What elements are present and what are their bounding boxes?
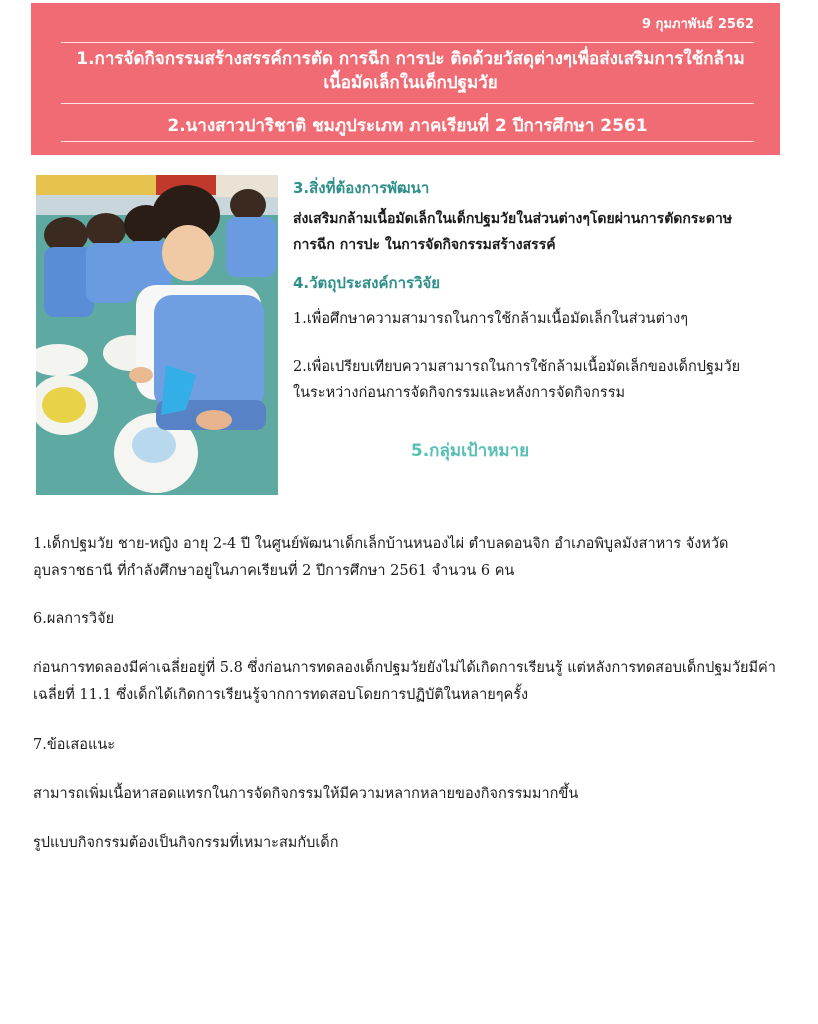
section-3-heading: 3.สิ่งที่ต้องการพัฒนา bbox=[293, 179, 430, 197]
date-label: 9 กุมภาพันธ์ 2562 bbox=[642, 17, 754, 32]
section-5-text: 1.เด็กปฐมวัย ชาย-หญิง อายุ 2-4 ปี ในศูนย์พัฒนาเด็กเล็กบ้านหนองไผ่ ตำบลดอนจิก อำเภอพิบูลมังสาหาร จังหวัดอุบลราชธานี ที่กำลังศึกษาอยู่ในภาคเรียนที่ 2 ปีการศึกษา 2561 จำนวน 6 คน bbox=[33, 536, 729, 579]
section-7-heading: 7.ข้อเสอแนะ bbox=[33, 737, 116, 753]
section-3-text: ส่งเสริมกล้ามเนื้อมัดเล็กในเด็กปฐมวัยในส่วนต่างๆโดยผ่านการตัดกระดาษ การฉีก การปะ ในการจัดกิจกรรมสร้างสรรค์ bbox=[293, 211, 733, 253]
divider bbox=[61, 42, 754, 43]
page-title: 1.การจัดกิจกรรมสร้างสรรค์การตัด การฉีก การปะ ติดด้วยวัสดุต่างๆเพื่อส่งเสริมการใช้กล้ามเนื้อมัดเล็กในเด็กปฐมวัย bbox=[76, 49, 745, 93]
divider bbox=[61, 103, 754, 104]
author-line: 2.นางสาวปาริชาติ ชมภูประเภท ภาคเรียนที่ 2 ปีการศึกษา 2561 bbox=[167, 116, 648, 136]
section-6-text: ก่อนการทดลองมีค่าเฉลี่ยอยู่ที่ 5.8 ซึ่งก่อนการทดลองเด็กปฐมวัยยังไม่ได้เกิดการเรียนรู้ แต่หลังการทดสอบเด็กปฐมวัยมีค่าเฉลี่ยที่ 11.1 ซึ่งเด็กได้เกิดการเรียนรู้จากการทดสอบโดยการปฏิบัติในหลายๆครั้ง bbox=[33, 660, 776, 703]
section-6-heading: 6.ผลการวิจัย bbox=[33, 611, 115, 627]
section-4-item-1: 1.เพื่อศึกษาความสามารถในการใช้กล้ามเนื้อมัดเล็กในส่วนต่างๆ bbox=[293, 311, 689, 327]
header-banner bbox=[31, 3, 780, 155]
section-4-item-2: 2.เพื่อเปรียบเทียบความสามารถในการใช้กล้ามเนื้อมัดเล็กของเด็กปฐมวัยในระหว่างก่อนการจัดกิจกรรมและหลังการจัดกิจกรรม bbox=[293, 359, 741, 401]
classroom-photo bbox=[36, 175, 278, 495]
section-4-heading: 4.วัตถุประสงค์การวิจัย bbox=[293, 274, 441, 292]
section-5-heading: 5.กลุ่มเป้าหมาย bbox=[410, 441, 530, 461]
section-7-item-1: สามารถเพิ่มเนื้อหาสอดแทรกในการจัดกิจกรรมให้มีความหลากหลายของกิจกรรมมากขึ้น bbox=[33, 786, 579, 802]
section-7-item-2: รูปแบบกิจกรรมต้องเป็นกิจกรรมที่เหมาะสมกับเด็ก bbox=[33, 835, 339, 851]
divider bbox=[61, 141, 754, 142]
children-activity-illustration bbox=[36, 175, 278, 495]
